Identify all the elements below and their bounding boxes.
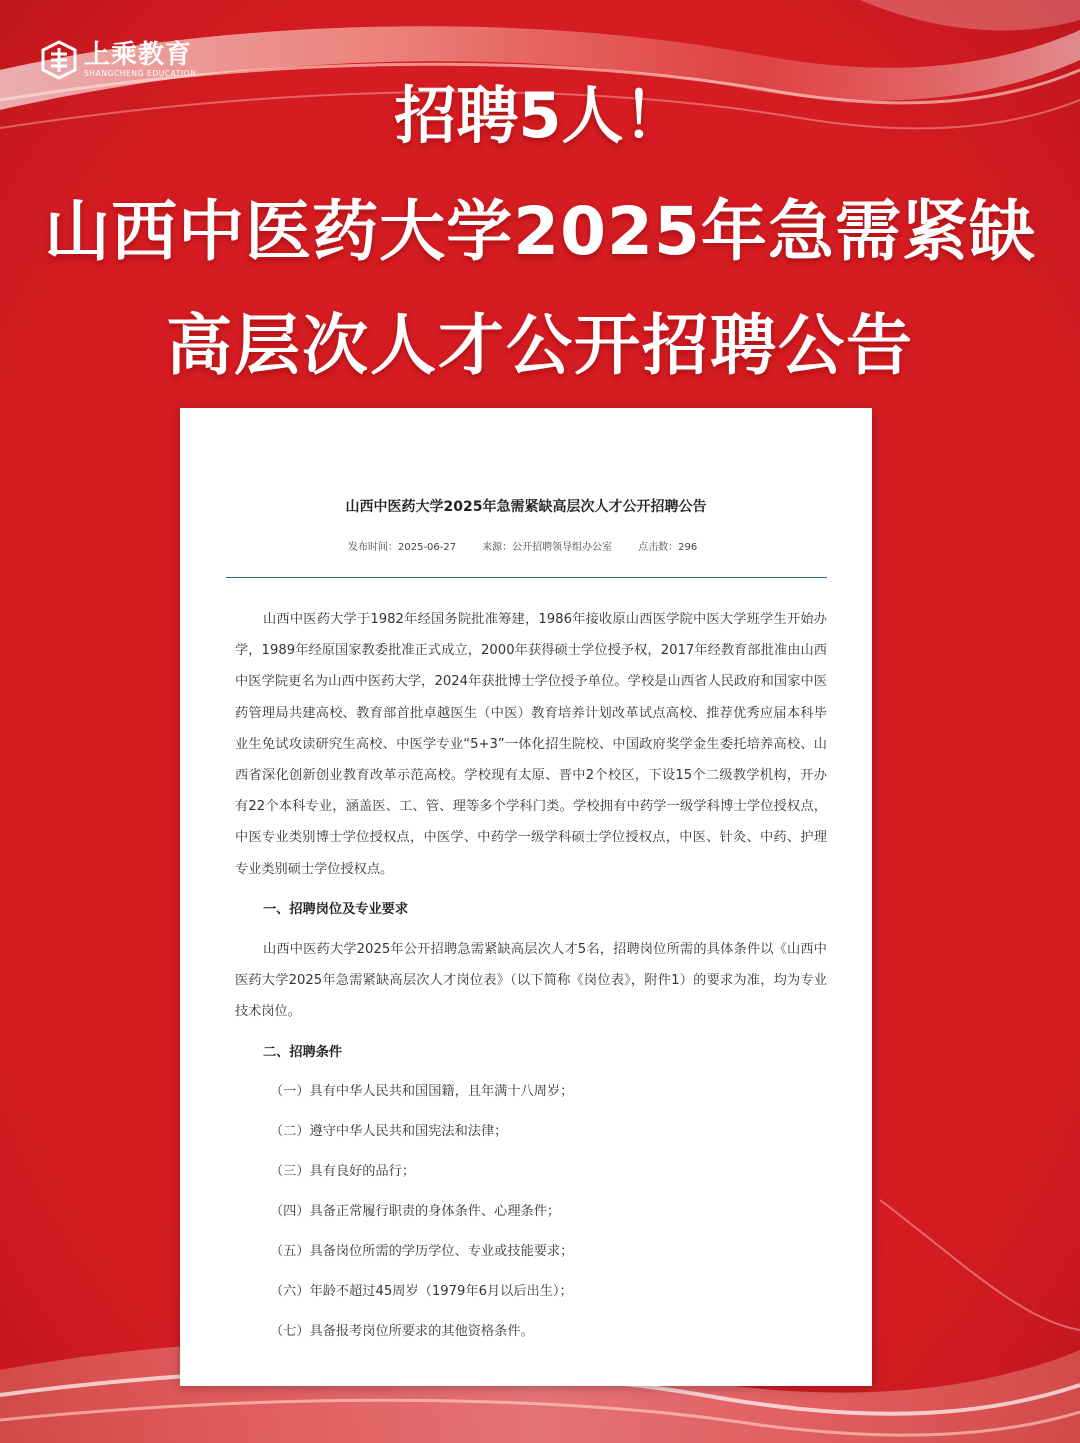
logo-name: 上乘教育 (84, 40, 193, 70)
condition-item: （三）具有良好的品行； (270, 1163, 416, 1179)
document-body (235, 604, 827, 1352)
condition-item: （二）遵守中华人民共和国宪法和法律； (270, 1123, 508, 1139)
conditions-list (235, 1072, 827, 1352)
section-heading-positions: 一、招聘岗位及专业要求 (263, 901, 409, 917)
logo-subtitle: SHANGCHENG EDUCATION (84, 69, 197, 78)
condition-item: （四）具备正常履行职责的身体条件、心理条件； (270, 1203, 561, 1219)
document-title: 山西中医药大学2025年急需紧缺高层次人才公开招聘公告 (345, 499, 707, 515)
title-divider (226, 577, 827, 578)
headline-line-2: 山西中医药大学2025年急需紧缺 (44, 193, 1036, 270)
logo-mark-icon (40, 40, 78, 80)
document-card (180, 408, 872, 1386)
publish-date: 发布时间：2025-06-27 (348, 542, 457, 553)
intro-paragraph: 山西中医药大学于1982年经国务院批准筹建，1986年接收原山西医学院中医大学班学生开始办学，1989年经原国家教委批准正式成立，2000年获得硕士学位授予权，2017年经教育部批准由山西中医学院更名为山西中医药大学，2024年获批博士学位授予单位。学校是山西省人民政府和国家中医药管理局共建高校、教育部首批卓越医生（中医）教育培养计划改革试点高校、推荐优秀应届本科毕业生免试攻读研究生高校、中医学专业“5+3”一体化招生院校、中国政府奖学金生委托培养高校、山西省深化创新创业教育改革示范高校。学校现有太原、晋中2个校区，下设15个二级教学机构，开办有22个本科专业，涵盖医、工、管、理等多个学科门类。学校拥有中药学一级学科博士学位授权点，中医专业类别博士学位授权点，中医学、中药学一级学科硕士学位授权点，中医、针灸、中药、护理专业类别硕士学位授权点。 (235, 612, 827, 877)
document-meta (348, 538, 697, 553)
brand-logo (40, 40, 196, 80)
click-count: 点击数：296 (638, 542, 698, 553)
condition-item: （六）年龄不超过45周岁（1979年6月以后出生）； (270, 1283, 573, 1299)
condition-item: （七）具备报考岗位所要求的其他资格条件。 (270, 1323, 534, 1339)
positions-paragraph: 山西中医药大学2025年公开招聘急需紧缺高层次人才5名，招聘岗位所需的具体条件以《山西中医药大学2025年急需紧缺高层次人才岗位表》（以下简称《岗位表》，附件1）的要求为准，均为专业技术岗位。 (235, 942, 827, 1020)
condition-item: （一）具有中华人民共和国国籍，且年满十八周岁； (270, 1083, 574, 1099)
source: 来源：公开招聘领导组办公室 (482, 542, 613, 553)
headline-line-3: 高层次人才公开招聘公告 (166, 307, 914, 384)
section-heading-conditions: 二、招聘条件 (263, 1044, 343, 1060)
condition-item: （五）具备岗位所需的学历学位、专业或技能要求； (270, 1243, 574, 1259)
headline-line-1: 招聘5人！ (394, 79, 686, 152)
